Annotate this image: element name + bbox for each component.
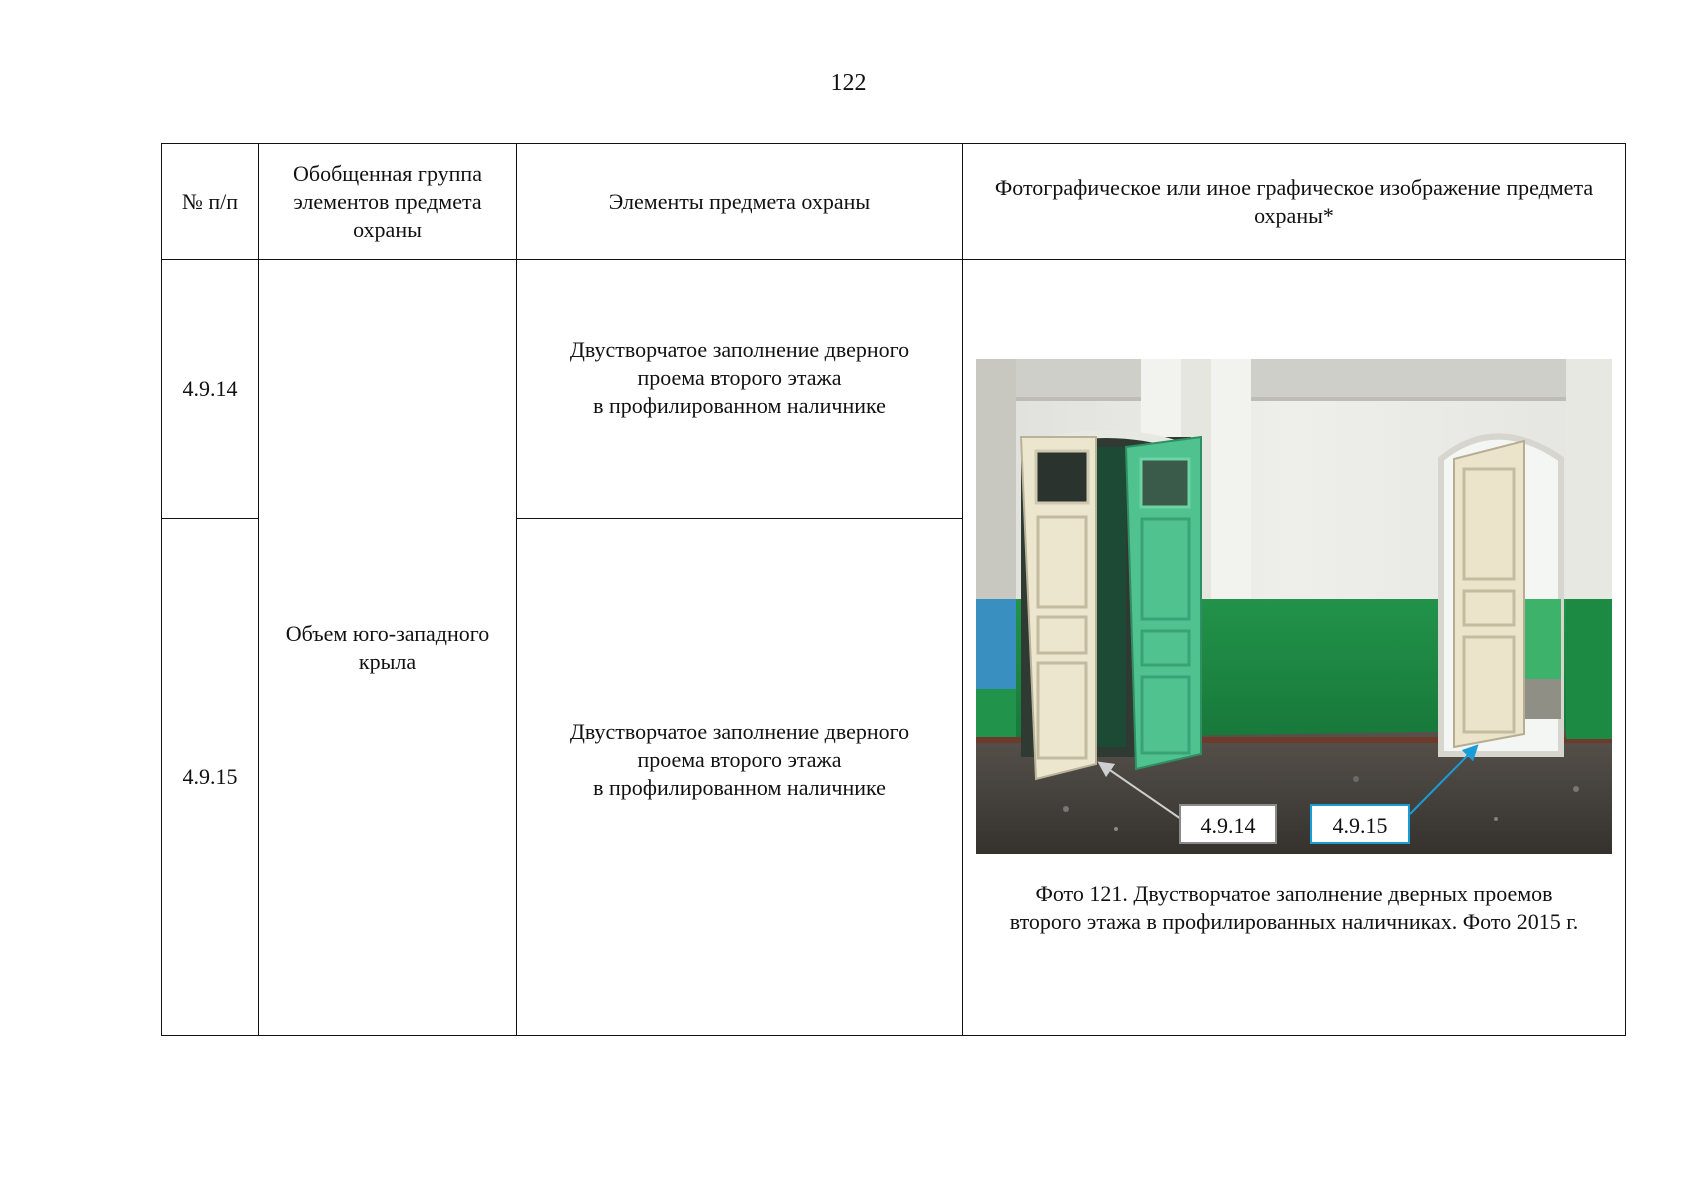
element-description-line: проема второго этажа xyxy=(637,747,842,772)
header-photo: Фотографическое или иное графическое изображение предмета охраны* xyxy=(963,144,1626,260)
element-description-line: Двустворчатое заполнение дверного xyxy=(569,719,910,744)
photo-callout-4-9-15: 4.9.15 xyxy=(1310,804,1410,844)
heritage-elements-table xyxy=(161,143,1626,1036)
header-elements: Элементы предмета охраны xyxy=(517,144,963,260)
row-number: 4.9.15 xyxy=(162,519,259,1036)
row-number: 4.9.14 xyxy=(162,260,259,519)
photo-caption-line: Фото 121. Двустворчатое заполнение дверных проемов xyxy=(1035,881,1553,906)
header-number: № п/п xyxy=(162,144,259,260)
interior-photo-image xyxy=(976,359,1612,854)
group-name-cell: Объем юго-западного крыла xyxy=(259,260,517,1036)
photo-callout-4-9-14: 4.9.14 xyxy=(1179,804,1277,844)
table-row xyxy=(162,260,1626,519)
element-description xyxy=(517,519,963,1036)
interior-photo xyxy=(976,359,1612,854)
element-description-line: в профилированном наличнике xyxy=(593,775,886,800)
header-group: Обобщенная группа элементов предмета охраны xyxy=(259,144,517,260)
page-number: 122 xyxy=(830,70,867,96)
table-header-row xyxy=(162,144,1626,260)
element-description-line: проема второго этажа xyxy=(637,365,842,390)
photo-caption xyxy=(963,880,1625,936)
photo-caption-line: второго этажа в профилированных наличниках. Фото 2015 г. xyxy=(1009,909,1579,934)
element-description-line: Двустворчатое заполнение дверного xyxy=(569,337,910,362)
photo-cell xyxy=(963,260,1626,1036)
element-description xyxy=(517,260,963,519)
element-description-line: в профилированном наличнике xyxy=(593,393,886,418)
